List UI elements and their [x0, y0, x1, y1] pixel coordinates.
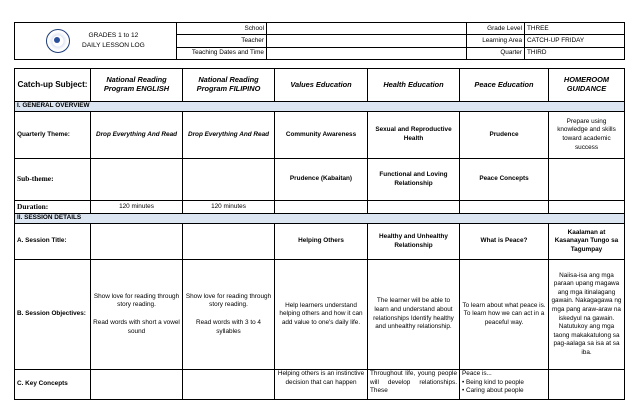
objectives-filipino[interactable] [183, 260, 275, 370]
subtheme-filipino[interactable] [183, 159, 275, 201]
subtheme-english[interactable] [91, 159, 183, 201]
duration-filipino[interactable]: 120 minutes [183, 201, 275, 214]
teacher-value[interactable] [267, 35, 467, 47]
header-logo-cell [15, 23, 177, 60]
col-header-homeroom: HOMEROOM GUIDANCE [549, 69, 625, 102]
quarterly-theme-health[interactable]: Sexual and Reproductive Health [368, 112, 460, 159]
objectives-filipino-line1: Show love for reading through story reading. [185, 292, 272, 309]
subtheme-values[interactable]: Prudence (Kabaitan) [275, 159, 368, 201]
key-concepts-peace-line3: • Caring about people [462, 387, 524, 395]
duration-homeroom[interactable] [549, 201, 625, 214]
key-concepts-health[interactable]: Throughout life, young people will develop relationships. These [368, 370, 460, 400]
objectives-english[interactable] [91, 260, 183, 370]
subtheme-peace[interactable]: Peace Concepts [460, 159, 549, 201]
key-concepts-english[interactable] [91, 370, 183, 400]
learning-area-value[interactable]: CATCH-UP FRIDAY [525, 35, 625, 47]
section-session-details: II. SESSION DETAILS [15, 214, 625, 224]
table-row [15, 201, 625, 214]
section-general-overview: I. GENERAL OVERVIEW [15, 102, 625, 112]
section-header-row [15, 102, 625, 112]
quarter-label: Quarter [467, 47, 525, 59]
dll-title-line1: GRADES 1 to 12 [88, 32, 139, 39]
dll-title-line2: DAILY LESSON LOG [81, 42, 145, 49]
subtheme-homeroom[interactable] [549, 159, 625, 201]
school-value[interactable] [267, 23, 467, 35]
col-header-values: Values Education [275, 69, 368, 102]
deped-seal-icon [46, 29, 70, 53]
quarterly-theme-peace[interactable]: Prudence [460, 112, 549, 159]
key-concepts-filipino[interactable] [183, 370, 275, 400]
table-row [15, 260, 625, 370]
session-objectives-label: B. Session Objectives: [15, 260, 91, 370]
quarterly-theme-values[interactable]: Community Awareness [275, 112, 368, 159]
learning-area-label: Learning Area [467, 35, 525, 47]
objectives-english-line1: Show love for reading through story reading. [93, 292, 180, 309]
teacher-label: Teacher [177, 35, 267, 47]
teaching-dates-value[interactable] [267, 47, 467, 59]
col-header-filipino: National Reading Program FILIPINO [183, 69, 275, 102]
dll-title [82, 31, 145, 51]
objectives-health[interactable]: The learner will be able to learn and understand about relationships Identify healthy and unhealthy relationship. [368, 260, 460, 370]
quarterly-theme-label: Quarterly Theme: [15, 112, 91, 159]
objectives-filipino-line2: Read words with 3 to 4 syllables [195, 319, 261, 335]
table-row [15, 159, 625, 201]
key-concepts-values[interactable]: Helping others is an instinctive decision that can happen [275, 370, 368, 400]
lesson-log-table [14, 68, 625, 400]
session-title-health[interactable]: Healthy and Unhealthy Relationship [368, 224, 460, 260]
session-title-label: A. Session Title: [15, 224, 91, 260]
duration-label: Duration: [15, 201, 91, 214]
duration-values[interactable] [275, 201, 368, 214]
key-concepts-peace[interactable] [460, 370, 549, 400]
col-header-english: National Reading Program ENGLISH [91, 69, 183, 102]
col-header-peace: Peace Education [460, 69, 549, 102]
quarter-value[interactable]: THIRD [525, 47, 625, 59]
catchup-subject-label: Catch-up Subject: [15, 69, 91, 102]
session-title-values[interactable]: Helping Others [275, 224, 368, 260]
objectives-homeroom[interactable]: Naiisa-isa ang mga paraan upang magawa ang mga itinalagang gawain. Nakagagawa ng mga pang araw-araw na iskedyul na gawain. Natutukoy ang mga taong makakatulong sa pag-aalaga sa isa at sa iba. [549, 260, 625, 370]
grade-level-label: Grade Level [467, 23, 525, 35]
objectives-english-line2: Read words with short a vowel sound [93, 319, 180, 335]
table-row [15, 224, 625, 260]
session-title-homeroom[interactable]: Kaalaman at Kasanayan Tungo sa Tagumpay [549, 224, 625, 260]
duration-health[interactable] [368, 201, 460, 214]
session-title-english[interactable] [91, 224, 183, 260]
teaching-dates-label: Teaching Dates and Time [177, 47, 267, 59]
duration-english[interactable]: 120 minutes [91, 201, 183, 214]
key-concepts-peace-line2: • Being kind to people [462, 378, 524, 386]
column-header-row [15, 69, 625, 102]
key-concepts-peace-line1: Peace is... [462, 370, 492, 377]
subtheme-health[interactable]: Functional and Loving Relationship [368, 159, 460, 201]
objectives-values[interactable]: Help learners understand helping others and how it can add value to one's daily life. [275, 260, 368, 370]
key-concepts-label: C. Key Concepts [15, 370, 91, 400]
section-header-row [15, 214, 625, 224]
quarterly-theme-english[interactable]: Drop Everything And Read [91, 112, 183, 159]
session-title-filipino[interactable] [183, 224, 275, 260]
table-row [15, 112, 625, 159]
header-table [14, 22, 625, 60]
key-concepts-homeroom[interactable] [549, 370, 625, 400]
school-label: School [177, 23, 267, 35]
quarterly-theme-filipino[interactable]: Drop Everything And Read [183, 112, 275, 159]
quarterly-theme-homeroom[interactable]: Prepare using knowledge and skills toward academic success [549, 112, 625, 159]
table-row [15, 370, 625, 400]
objectives-peace[interactable]: To learn about what peace is. To learn how we can act in a peaceful way. [460, 260, 549, 370]
session-title-peace[interactable]: What is Peace? [460, 224, 549, 260]
col-header-health: Health Education [368, 69, 460, 102]
subtheme-label: Sub-theme: [15, 159, 91, 201]
grade-level-value[interactable]: THREE [525, 23, 625, 35]
duration-peace[interactable] [460, 201, 549, 214]
